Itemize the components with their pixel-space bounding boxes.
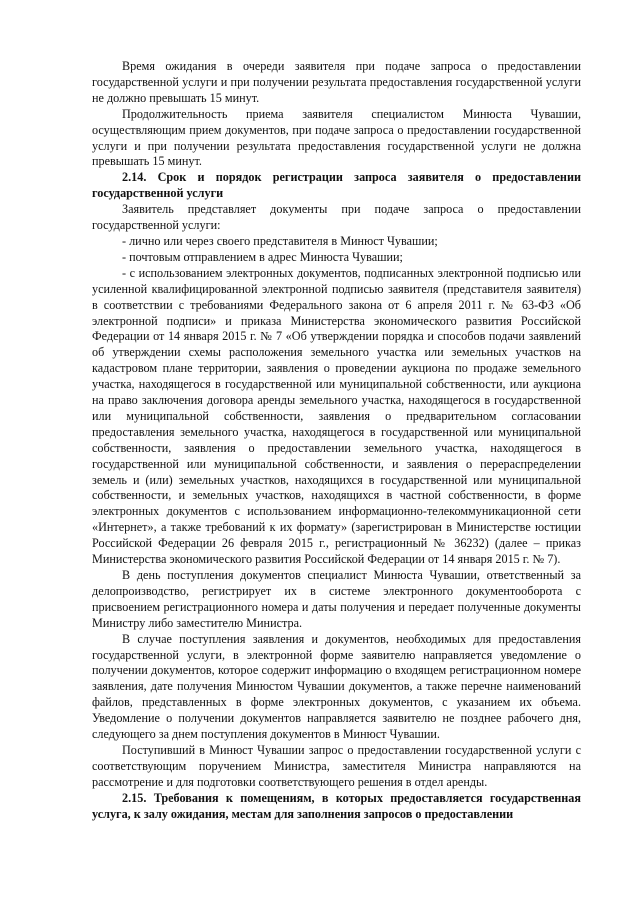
section-heading-2-15: 2.15. Требования к помещениям, в которых предоставляется государственная услуга, к залу ожидания, местам для заполнения запросов о предоставлении (92, 790, 581, 821)
paragraph-reception-duration: Продолжительность приема заявителя специалистом Минюста Чувашии, осуществляющим прием документов, при подаче запроса о предоставлении государственной услуги и при получении результата предоставления государственной услуги не должна превышать 15 минут. (92, 106, 581, 169)
document-page (92, 59, 581, 823)
list-item-electronic: - с использованием электронных документов, подписанных электронной подписью или усиленной квалифицированной электронной подписью заявителя (представителя заявителя) в соответствии с требованиями Федерального закона от 6 апреля 2011 г. № 63-ФЗ «Об электронной подписи» и приказа Министерства экономического развития Российской Федерации от 14 января 2015 г. № 7 «Об утверждении порядка и способов подачи заявлений об утверждении схемы расположения земельного участка или земельных участков на кадастровом плане территории, заявления о проведении аукциона по продаже земельного участка, находящегося в государственной или муниципальной собственности, или аукциона на право заключения договора аренды земельного участка, находящегося в государственной или муниципальной собственности, заявления о предварительном согласовании предоставления земельного участка, находящегося в государственной или муниципальной собственности, заявления о предоставлении земельного участка, находящегося в государственной или муниципальной собственности, и заявления о перераспределении земель и (или) земельных участков, находящихся в государственной или муниципальной собственности, и земельных участков, находящихся в частной собственности, в форме электронных документов с использованием информационно-телекоммуникационной сети «Интернет», а также требований к их формату» (зарегистрирован в Министерстве юстиции Российской Федерации 26 февраля 2015 г., регистрационный № 36232) (далее – приказ Министерства экономического развития Российской Федерации от 14 января 2015 г. № 7). (92, 265, 581, 567)
list-item-by-mail: - почтовым отправлением в адрес Минюста Чувашии; (122, 249, 403, 264)
paragraph-submission-intro: Заявитель представляет документы при подаче запроса о предоставлении государственной услуги: (92, 202, 581, 233)
paragraph-request-routing: Поступивший в Минюст Чувашии запрос о предоставлении государственной услуги с соответствующим поручением Министра, заместителя Министра направляются на рассмотрение и для подготовки соответствующего решения в отдел аренды. (92, 742, 581, 789)
list-item-in-person: - лично или через своего представителя в Минюст Чувашии; (122, 233, 438, 248)
paragraph-registration: В день поступления документов специалист Минюста Чувашии, ответственный за делопроизводство, регистрирует их в системе электронного документооборота с присвоением регистрационного номера и даты получения и передает полученные документы Министру либо заместителю Министра. (92, 568, 581, 630)
paragraph-electronic-notice: В случае поступления заявления и документов, необходимых для предоставления государственной услуги, в электронной форме заявителю направляется уведомление о получении документов, которое содержит информацию о входящем регистрационном номере заявления, дате получения Минюстом Чувашии документов, а также перечне наименований файлов, представленных в форме электронных документов, с указанием их объема. Уведомление о получении документов направляется заявителю не позднее рабочего дня, следующего за днем поступления документов в Минюст Чувашии. (92, 631, 581, 742)
paragraph-waiting-time: Время ожидания в очереди заявителя при подаче запроса о предоставлении государственной услуги и при получении результата предоставления государственной услуги не должно превышать 15 минут. (92, 59, 581, 105)
section-heading-2-14: 2.14. Срок и порядок регистрации запроса заявителя о предоставлении государственной услуги (92, 170, 581, 201)
